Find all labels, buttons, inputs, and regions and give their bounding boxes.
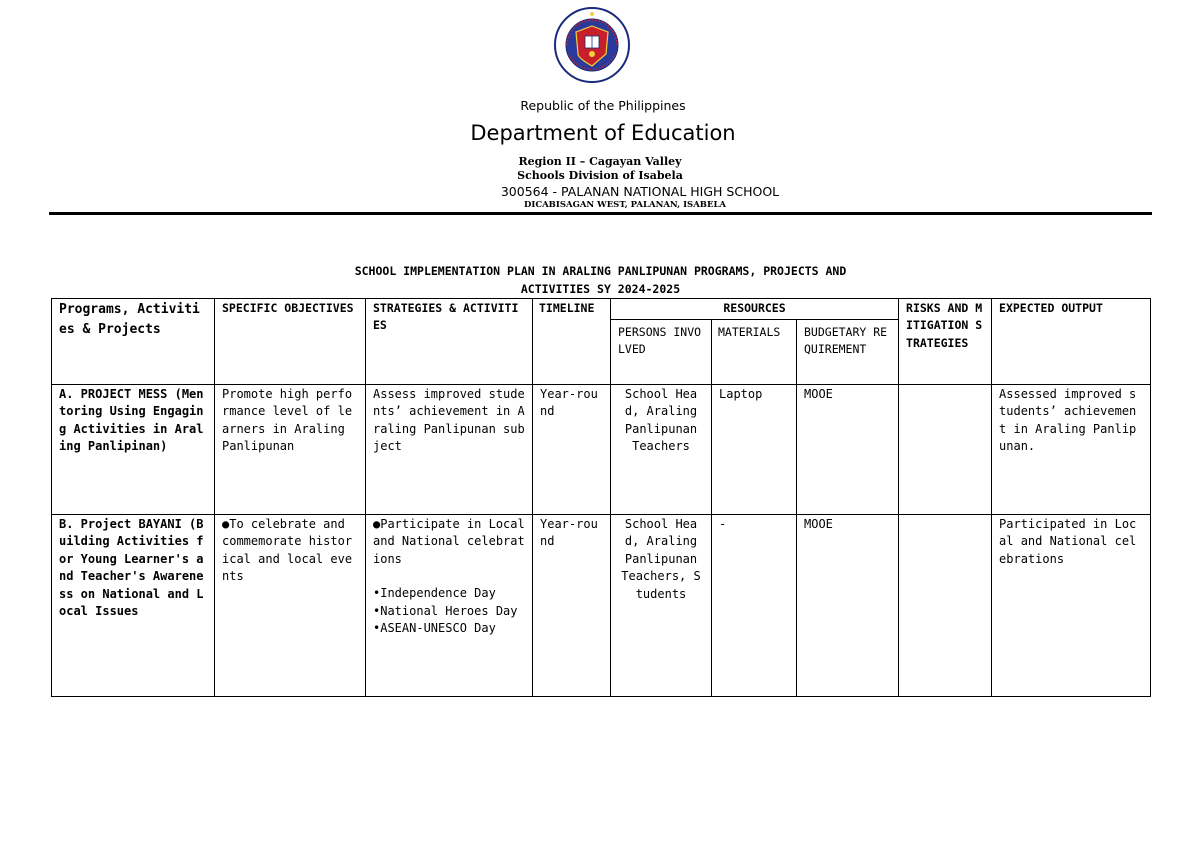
cell-program: B. Project BAYANI (Building Activities for Young Learner's and Teacher's Awareness on National and Local Issues [52, 515, 215, 697]
header-materials: MATERIALS [712, 320, 797, 385]
deped-seal-logo [553, 6, 631, 84]
cell-output: Participated in Local and National celebrations [992, 515, 1151, 697]
cell-output: Assessed improved students’ achievement in Araling Panlipunan. [992, 385, 1151, 515]
title-line-2: ACTIVITIES SY 2024-2025 [520, 282, 681, 296]
header-row [52, 299, 1151, 320]
header-strategies: STRATEGIES & ACTIVITIES [366, 299, 533, 385]
department-title: Department of Education [470, 121, 736, 145]
cell-persons: School Head, Araling Panlipunan Teachers [611, 385, 712, 515]
division-label: Schools Division of Isabela [517, 169, 683, 182]
header-timeline: TIMELINE [533, 299, 611, 385]
table-row [52, 385, 1151, 515]
cell-timeline: Year-round [533, 385, 611, 515]
table-row [52, 515, 1151, 697]
republic-label: Republic of the Philippines [520, 98, 686, 113]
header-output: EXPECTED OUTPUT [992, 299, 1151, 385]
implementation-plan-table [51, 298, 1151, 697]
cell-risks [899, 385, 992, 515]
cell-strategy [366, 515, 533, 697]
cell-objective: Promote high performance level of learners in Araling Panlipunan [215, 385, 366, 515]
cell-materials: - [712, 515, 797, 697]
school-name: 300564 - PALANAN NATIONAL HIGH SCHOOL [500, 184, 780, 199]
cell-budget: MOOE [797, 385, 899, 515]
cell-program: A. PROJECT MESS (Mentoring Using Engaging Activities in Araling Panlipinan) [52, 385, 215, 515]
header-divider [49, 212, 1152, 215]
cell-strategy: Assess improved students’ achievement in Araling Panlipunan subject [366, 385, 533, 515]
cell-objective: ●To celebrate and commemorate historical and local events [215, 515, 366, 697]
header-budget: BUDGETARY REQUIREMENT [797, 320, 899, 385]
strategy-item: •National Heroes Day [373, 603, 518, 618]
header-persons: PERSONS INVOLVED [611, 320, 712, 385]
cell-materials: Laptop [712, 385, 797, 515]
header-risks: RISKS AND MITIGATION STRATEGIES [899, 299, 992, 385]
school-address: DICABISAGAN WEST, PALANAN, ISABELA [523, 200, 727, 210]
title-line-1: SCHOOL IMPLEMENTATION PLAN IN ARALING PANLIPUNAN PROGRAMS, PROJECTS AND [354, 264, 847, 278]
header-programs: Programs, Activities & Projects [52, 299, 215, 385]
header-resources: RESOURCES [611, 299, 899, 320]
header-objectives: SPECIFIC OBJECTIVES [215, 299, 366, 385]
cell-budget: MOOE [797, 515, 899, 697]
cell-timeline: Year-round [533, 515, 611, 697]
strategy-main: ●Participate in Local and National celebrations [373, 517, 525, 566]
strategy-item: •ASEAN-UNESCO Day [373, 621, 496, 636]
cell-persons: School Head, Araling Panlipunan Teachers, Students [611, 515, 712, 697]
strategy-item: •Independence Day [373, 586, 496, 601]
cell-risks [899, 515, 992, 697]
region-label: Region II – Cagayan Valley [518, 155, 682, 168]
document-title [49, 262, 1152, 298]
